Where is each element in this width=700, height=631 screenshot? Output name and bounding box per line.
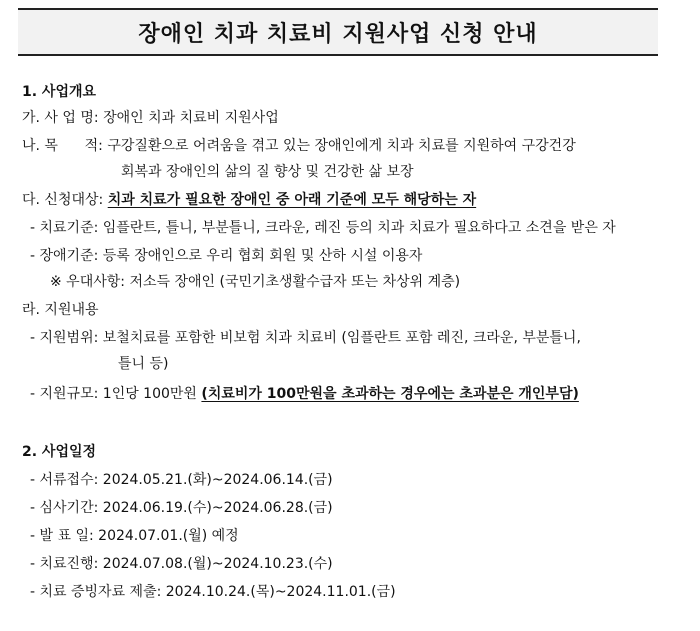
schedule-item: [30, 526, 239, 548]
purpose-row: [22, 136, 576, 158]
treatment-criteria-value: 임플란트, 틀니, 부분틀니, 크라운, 레진 등의 치과 치료가 필요하다고 소견을 받은 자: [102, 220, 616, 236]
schedule-item: [30, 554, 333, 576]
support-scope-value-cont: 틀니 등): [118, 356, 169, 372]
project-name-label: 가. 사 업 명:: [22, 110, 99, 126]
support-content-label: 라. 지원내용: [22, 302, 99, 318]
schedule-label: - 심사기간:: [30, 500, 99, 516]
disability-criteria-value: 등록 장애인으로 우리 협회 회원 및 산하 시설 이용자: [102, 248, 423, 264]
support-scope-value: 보철치료를 포함한 비보험 치과 치료비 (임플란트 포함 레진, 크라운, 부분틀니,: [102, 330, 581, 346]
section1-heading: 1. 사업개요: [22, 84, 97, 100]
purpose-value-cont: 회복과 장애인의 삶의 질 향상 및 건강한 삶 보장: [121, 164, 414, 180]
schedule-item: [30, 582, 396, 604]
schedule-label: - 치료진행:: [30, 556, 99, 572]
schedule-item: [30, 470, 333, 492]
support-scope-row: [30, 328, 581, 350]
treatment-criteria-label: - 치료기준:: [30, 220, 99, 236]
schedule-value: 2024.05.21.(화)~2024.06.14.(금): [102, 472, 333, 488]
schedule-label: - 발 표 일:: [30, 528, 94, 544]
treatment-criteria-row: [30, 218, 616, 240]
purpose-value: 구강질환으로 어려움을 겪고 있는 장애인에게 치과 치료를 지원하여 구강건강: [107, 138, 576, 154]
project-name-row: [22, 108, 279, 130]
target-label: 다. 신청대상:: [22, 192, 104, 208]
priority-note: ※ 우대사항: 저소득 장애인 (국민기초생활수급자 또는 차상위 계층): [50, 274, 461, 290]
purpose-label: 나. 목 적:: [22, 138, 103, 154]
support-scale-note: (치료비가 100만원을 초과하는 경우에는 초과분은 개인부담): [201, 386, 579, 402]
title-banner: [18, 8, 658, 56]
schedule-label: - 치료 증빙자료 제출:: [30, 584, 162, 600]
schedule-item: [30, 498, 333, 520]
page-title: 장애인 치과 치료비 지원사업 신청 안내: [138, 21, 538, 47]
disability-criteria-label: - 장애기준:: [30, 248, 99, 264]
schedule-value: 2024.06.19.(수)~2024.06.28.(금): [102, 500, 333, 516]
schedule-value: 2024.10.24.(목)~2024.11.01.(금): [165, 584, 396, 600]
project-name-value: 장애인 치과 치료비 지원사업: [103, 110, 279, 126]
support-scale-value: 1인당 100만원: [102, 386, 197, 402]
support-scale-label: - 지원규모:: [30, 386, 99, 402]
target-row: [22, 190, 476, 212]
target-value: 치과 치료가 필요한 장애인 중 아래 기준에 모두 해당하는 자: [107, 192, 477, 208]
support-scope-label: - 지원범위:: [30, 330, 99, 346]
support-scale-row: [30, 384, 579, 406]
disability-criteria-row: [30, 246, 422, 268]
schedule-value: 2024.07.01.(월) 예정: [98, 528, 239, 544]
section2-heading: 2. 사업일정: [22, 444, 97, 460]
schedule-value: 2024.07.08.(월)~2024.10.23.(수): [102, 556, 333, 572]
schedule-label: - 서류접수:: [30, 472, 99, 488]
